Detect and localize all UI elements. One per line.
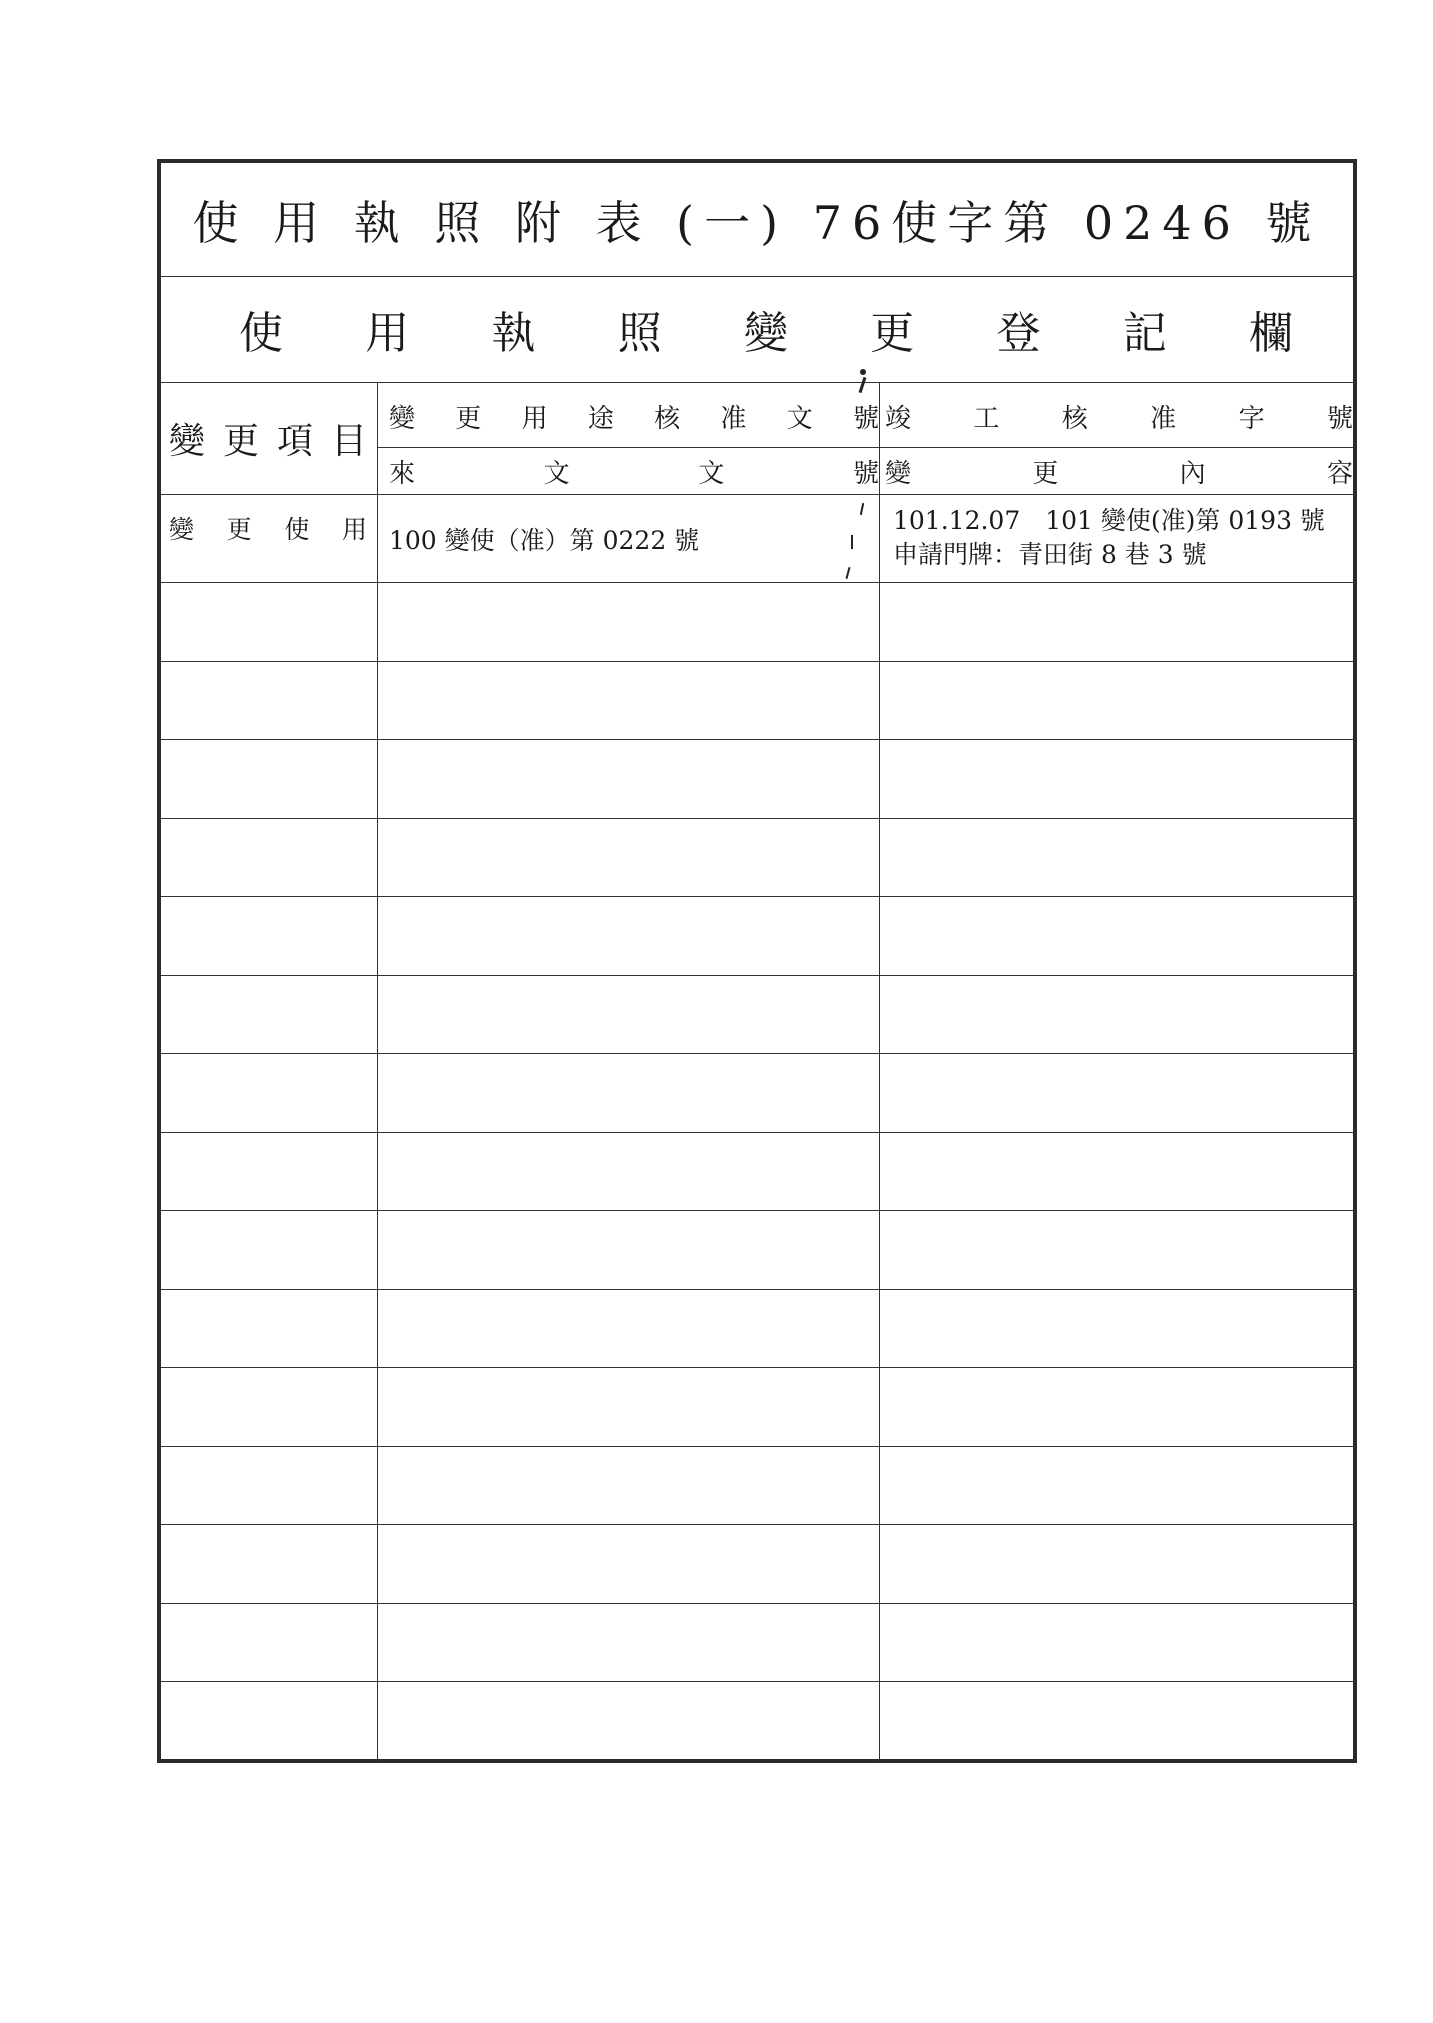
row-1-completion-line2: 申請門牌：青田街 8 巷 3 號 bbox=[893, 540, 1207, 569]
row-divider bbox=[161, 739, 1353, 740]
column-divider bbox=[879, 382, 880, 1763]
scan-speck bbox=[860, 369, 866, 375]
row-1-completion-line1: 101.12.07 101 變使(准)第 0193 號 bbox=[893, 506, 1325, 535]
row-divider bbox=[161, 1053, 1353, 1054]
header-char: 項 bbox=[276, 420, 313, 462]
row-1-approval-no: 100 變使（准）第 0222 號 bbox=[389, 526, 700, 555]
header-char: 核 bbox=[654, 403, 681, 434]
subtitle-char: 照 bbox=[617, 308, 662, 359]
subtitle-char: 欄 bbox=[1249, 308, 1293, 359]
header-char: 號 bbox=[852, 458, 879, 489]
item-char: 變 bbox=[169, 515, 195, 544]
header-char: 核 bbox=[1061, 403, 1088, 434]
column-header-approval-no bbox=[389, 385, 879, 447]
header-char: 文 bbox=[698, 458, 725, 489]
row-divider bbox=[161, 1132, 1353, 1133]
row-divider bbox=[161, 896, 1353, 897]
subtitle-char: 使 bbox=[239, 308, 283, 359]
header-char: 更 bbox=[455, 403, 482, 434]
scan-speck bbox=[845, 567, 850, 579]
row-divider bbox=[161, 1367, 1353, 1368]
row-divider bbox=[161, 1603, 1353, 1604]
column-header-item bbox=[169, 382, 367, 494]
row-divider bbox=[161, 661, 1353, 662]
header-char: 號 bbox=[852, 403, 879, 434]
column-divider bbox=[377, 382, 378, 1763]
row-divider bbox=[161, 1289, 1353, 1290]
header-char: 更 bbox=[222, 420, 259, 462]
row-1-item bbox=[169, 503, 367, 553]
header-char: 變 bbox=[169, 420, 206, 462]
header-char: 竣 bbox=[885, 403, 912, 434]
header-char: 來 bbox=[389, 458, 416, 489]
subtitle-char: 變 bbox=[744, 308, 788, 359]
header-char: 變 bbox=[389, 403, 416, 434]
header-char: 內 bbox=[1179, 458, 1206, 489]
row-divider bbox=[161, 1210, 1353, 1211]
subtitle-char: 記 bbox=[1122, 308, 1167, 359]
column-header-change-content bbox=[885, 448, 1353, 494]
column-header-incoming-doc bbox=[389, 448, 879, 494]
header-char: 容 bbox=[1326, 458, 1353, 489]
header-char: 文 bbox=[786, 403, 813, 434]
row-divider bbox=[161, 1524, 1353, 1525]
subtitle-char: 用 bbox=[365, 308, 410, 359]
subtitle-char: 更 bbox=[870, 308, 915, 359]
header-char: 准 bbox=[1150, 403, 1177, 434]
divider bbox=[161, 494, 1353, 495]
header-char: 工 bbox=[973, 403, 1000, 434]
header-char: 更 bbox=[1032, 458, 1059, 489]
scan-speck bbox=[860, 503, 864, 515]
column-header-completion-no bbox=[885, 385, 1353, 447]
registration-table bbox=[157, 159, 1357, 1763]
header-char: 變 bbox=[885, 458, 912, 489]
row-divider bbox=[161, 582, 1353, 583]
row-divider bbox=[161, 1446, 1353, 1447]
section-subtitle bbox=[239, 276, 1293, 382]
header-char: 字 bbox=[1238, 403, 1265, 434]
item-char: 用 bbox=[341, 515, 367, 544]
header-char: 途 bbox=[587, 403, 614, 434]
header-char: 號 bbox=[1326, 403, 1353, 434]
header-char: 文 bbox=[543, 458, 570, 489]
item-char: 使 bbox=[284, 515, 310, 544]
row-divider bbox=[161, 1681, 1353, 1682]
header-char: 目 bbox=[330, 420, 367, 462]
scan-speck bbox=[851, 535, 853, 549]
subtitle-char: 登 bbox=[996, 308, 1041, 359]
document-title: 使 用 執 照 附 表 (一) 76使字第 0246 號 bbox=[192, 195, 1322, 250]
header-char: 用 bbox=[521, 403, 548, 434]
item-char: 更 bbox=[226, 515, 252, 544]
row-divider bbox=[161, 818, 1353, 819]
header-char: 准 bbox=[720, 403, 747, 434]
subtitle-char: 執 bbox=[491, 308, 536, 359]
row-divider bbox=[161, 975, 1353, 976]
